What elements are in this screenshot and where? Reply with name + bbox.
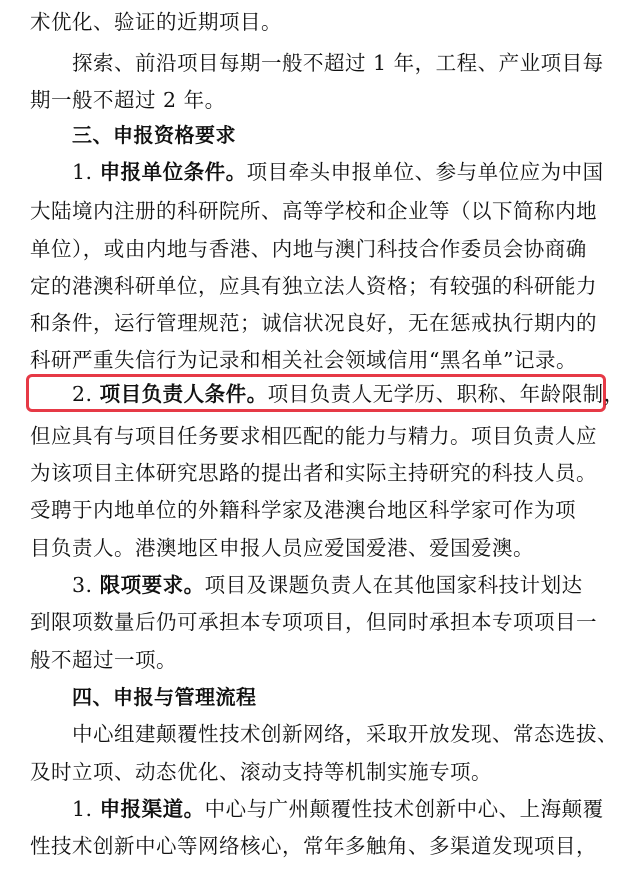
item-number: 1. [72, 160, 100, 184]
text-line [30, 826, 597, 866]
text-line [30, 416, 597, 456]
line-text: 但应具有与项目任务要求相匹配的能力与精力。项目负责人应 [30, 424, 597, 448]
line-text: 项目牵头申报单位、参与单位应为中国 [246, 160, 604, 184]
line-text: 受聘于内地单位的外籍科学家及港澳台地区科学家可作为项 [30, 498, 576, 522]
line-text: 般不超过一项。 [30, 648, 177, 672]
line-text: 项目及课题负责人在其他国家科技计划达 [204, 573, 583, 597]
line-text: 中心组建颠覆性技术创新网络，采取开放发现、常态选拔、 [72, 722, 618, 746]
line-text: 和条件，运行管理规范；诚信状况良好，无在惩戒执行期内的 [30, 311, 597, 335]
text-line [30, 490, 576, 530]
highlighted-line [72, 374, 625, 414]
text-line [30, 191, 597, 231]
line-text: 项目负责人无学历、职称、年龄限制， [267, 382, 625, 406]
text-line [30, 80, 226, 120]
text-line [30, 640, 177, 680]
line-text: 大陆境内注册的科研院所、高等学校和企业等（以下简称内地 [30, 199, 597, 223]
line-text: 中心与广州颠覆性技术创新中心、上海颠覆 [204, 797, 604, 821]
text-line [30, 2, 282, 42]
line-text: 探索、前沿项目每期一般不超过 1 年，工程、产业项目每 [72, 51, 604, 75]
text-line [72, 565, 583, 605]
text-line [30, 229, 587, 269]
line-text: 到限项数量后仍可承担本专项项目，但同时承担本专项项目一 [30, 610, 597, 634]
line-text: 科研严重失信行为记录和相关社会领域信用“黑名单”记录。 [30, 348, 577, 372]
item-number: 1. [72, 797, 100, 821]
item-title: 项目负责人条件。 [99, 382, 268, 406]
text-line [30, 752, 492, 792]
text-line [72, 714, 618, 754]
item-number: 3. [72, 573, 100, 597]
section-heading [72, 115, 236, 155]
text-line [72, 789, 604, 829]
item-title: 申报单位条件。 [99, 160, 247, 184]
heading-text: 三、申报资格要求 [72, 123, 236, 147]
line-text: 术优化、验证的近期项目。 [30, 10, 282, 34]
text-line [30, 303, 597, 343]
line-text: 单位），或由内地与香港、内地与澳门科技合作委员会协商确 [30, 237, 587, 261]
line-text: 性技术创新中心等网络核心，常年多触角、多渠道发现项目， [30, 834, 597, 858]
text-line [30, 266, 597, 306]
text-line [72, 43, 604, 83]
section-heading [72, 677, 257, 717]
text-line [72, 152, 604, 192]
line-text: 为该项目主体研究思路的提出者和实际主持研究的科技人员。 [30, 461, 597, 485]
line-text: 定的港澳科研单位，应具有独立法人资格；有较强的科研能力 [30, 274, 597, 298]
text-line [30, 528, 534, 568]
item-title: 申报渠道。 [99, 797, 205, 821]
item-title: 限项要求。 [99, 573, 205, 597]
line-text: 期一般不超过 2 年。 [30, 88, 226, 112]
text-line [30, 453, 597, 493]
line-text: 目负责人。港澳地区申报人员应爱国爱港、爱国爱澳。 [30, 536, 534, 560]
item-number: 2. [72, 382, 100, 406]
heading-text: 四、申报与管理流程 [72, 685, 257, 709]
text-line [30, 602, 597, 642]
line-text: 及时立项、动态优化、滚动支持等机制实施专项。 [30, 760, 492, 784]
